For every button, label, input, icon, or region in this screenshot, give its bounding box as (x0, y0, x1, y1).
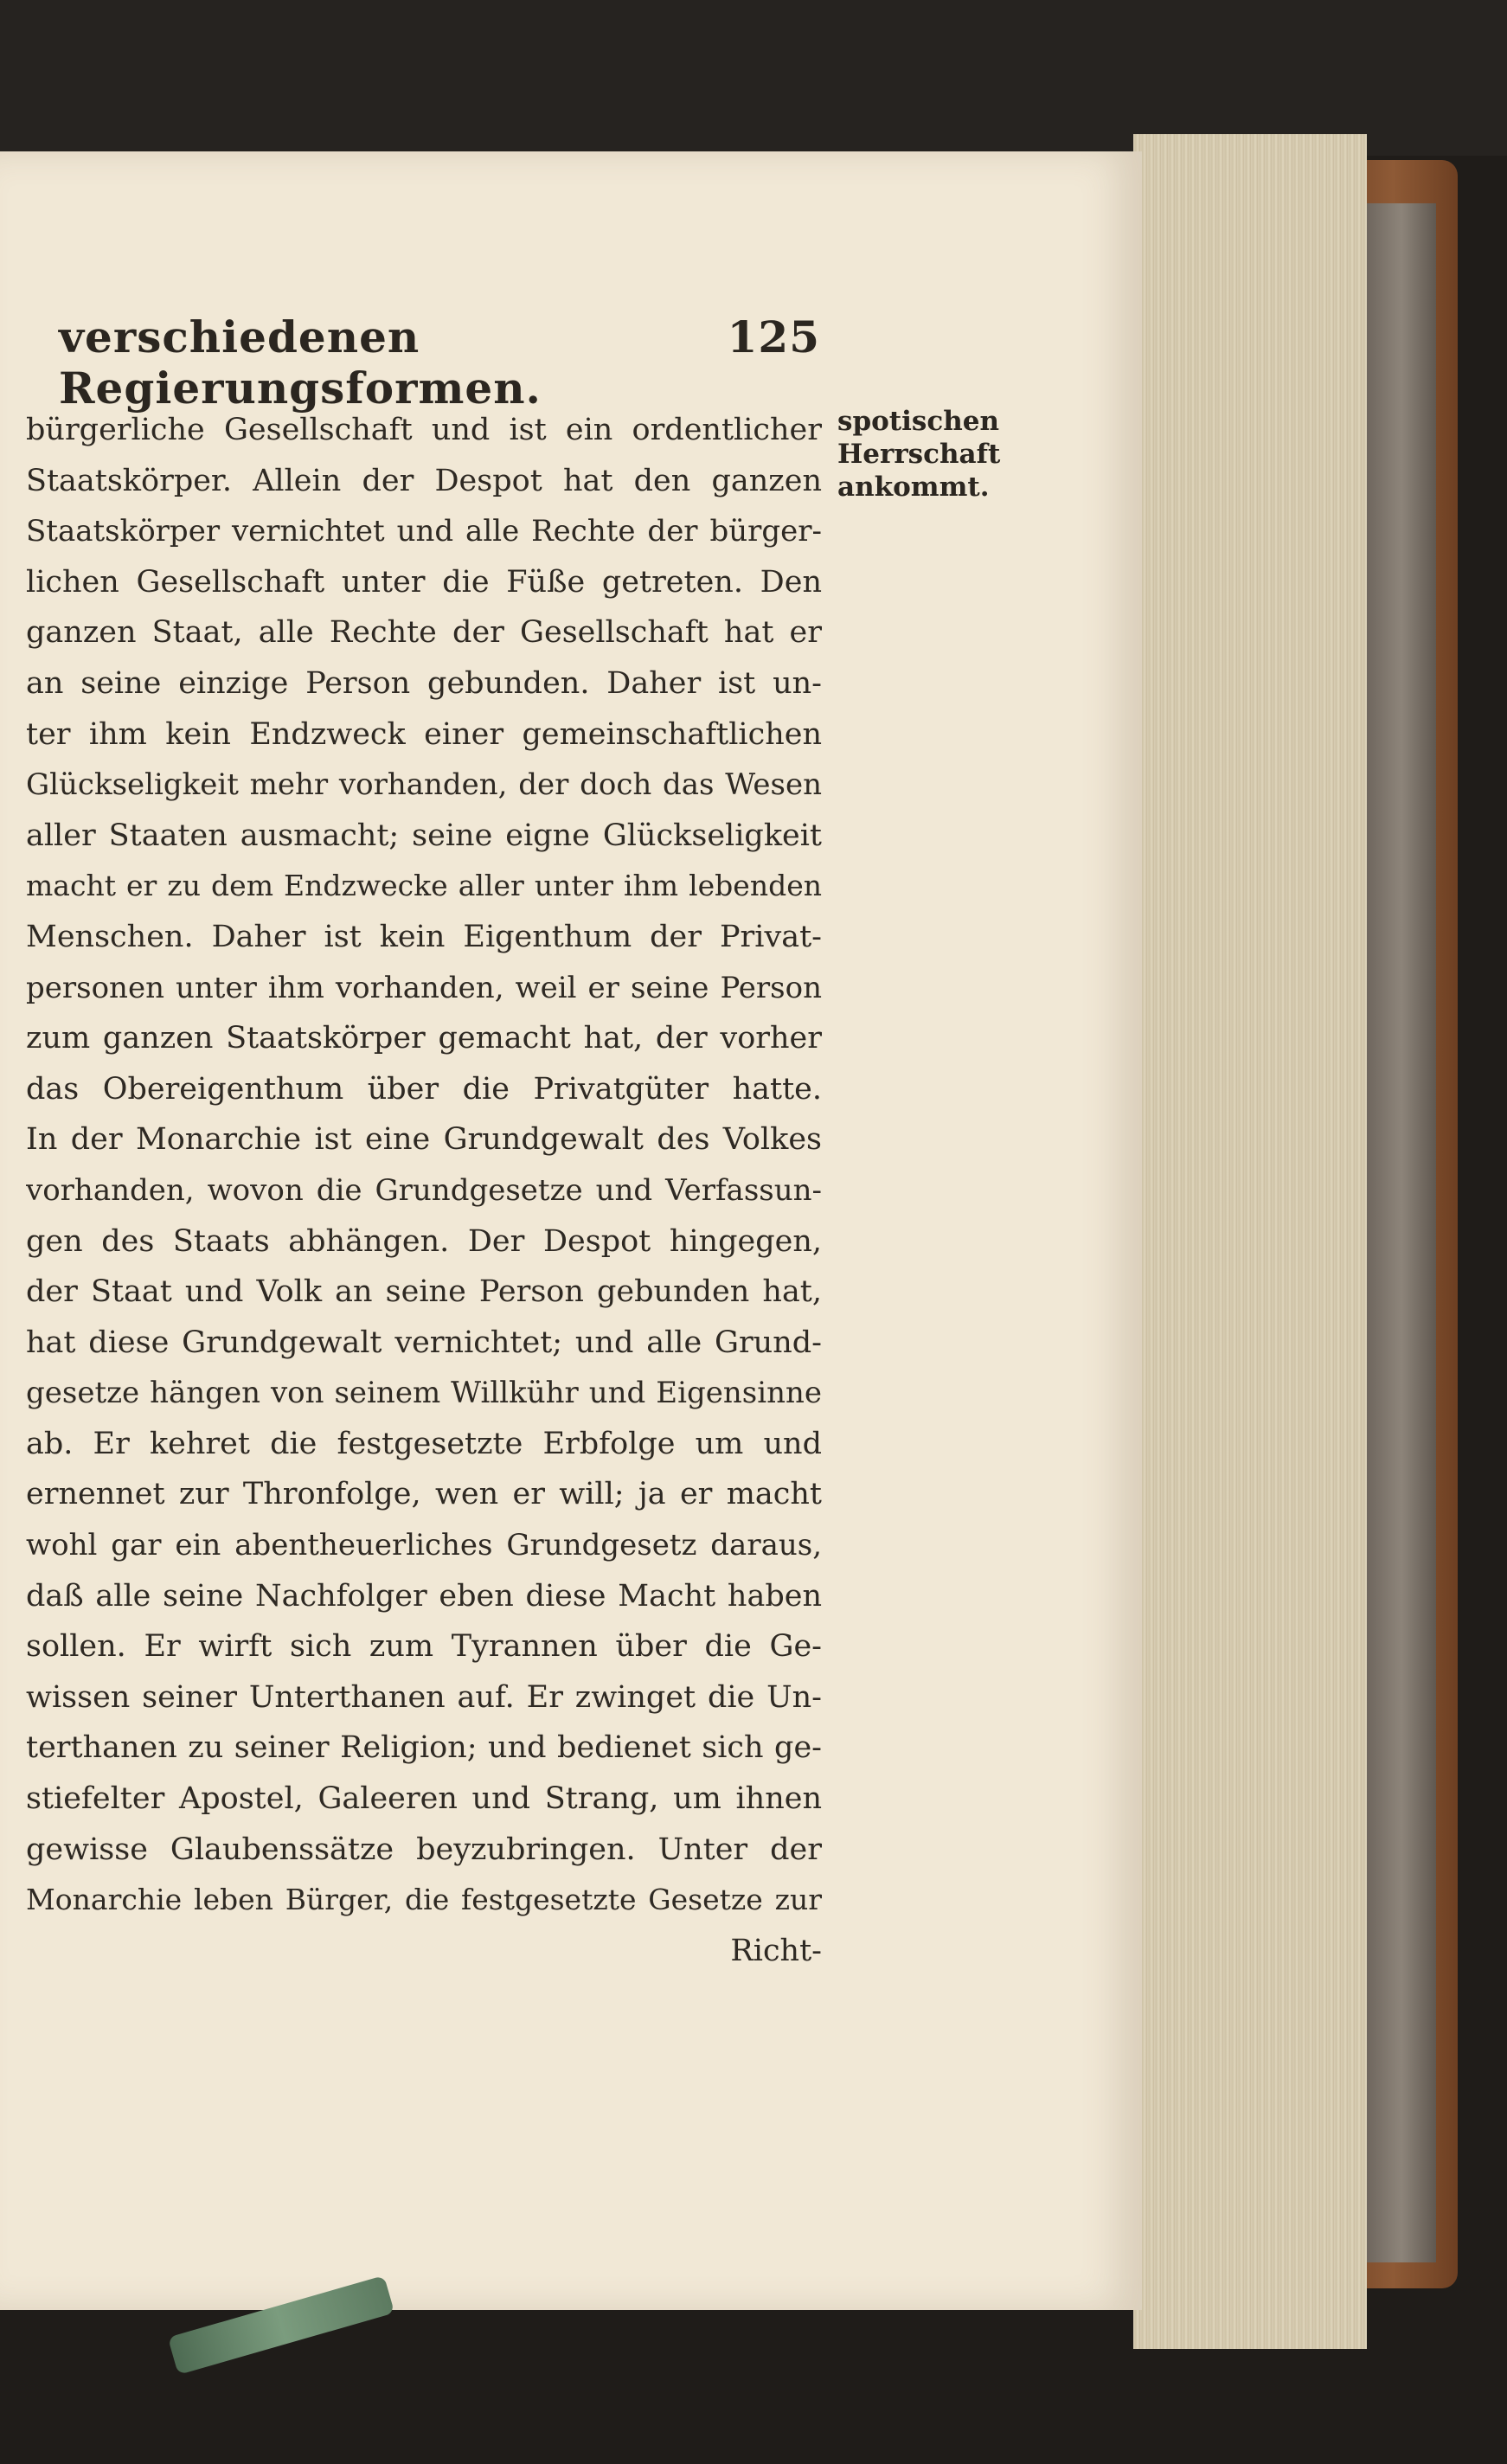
text-line: Staatskörper vernichtet und alle Rechte der bürger- (26, 514, 822, 549)
text-line: terthanen zu seiner Religion; und bedienet sich ge- (26, 1730, 822, 1766)
text-line: an seine einzige Person gebunden. Daher ist un- (26, 665, 822, 701)
text-line: das Obereigenthum über die Privatgüter hatte. (26, 1071, 822, 1107)
text-line: Staatskörper. Allein der Despot hat den ganzen (26, 463, 822, 498)
text-line: hat diese Grundgewalt vernichtet; und alle Grund- (26, 1325, 822, 1360)
text-line: lichen Gesellschaft unter die Füße getreten. Den (26, 564, 822, 600)
text-line: vorhanden, wovon die Grundgesetze und Verfassun- (26, 1172, 822, 1208)
text-line: aller Staaten ausmacht; seine eigne Glückseligkeit (26, 818, 822, 853)
running-head-title: verschiedenen Regierungsformen. (59, 311, 542, 414)
margin-note-line: spotischen (837, 406, 1000, 437)
text-line: ernennet zur Thronfolge, wen er will; ja er macht (26, 1477, 822, 1512)
text-line: daß alle seine Nachfolger eben diese Macht haben (26, 1578, 822, 1614)
running-head (59, 311, 820, 414)
margin-note-line: Herrschaft (837, 439, 1001, 470)
text-line: Glückseligkeit mehr vorhanden, der doch das Wesen (26, 767, 822, 803)
text-line: gen des Staats abhängen. Der Despot hingegen, (26, 1223, 822, 1259)
text-line: Menschen. Daher ist kein Eigenthum der Privat- (26, 919, 822, 954)
marbled-endpaper (1367, 203, 1436, 2262)
text-line: gesetze hängen von seinem Willkühr und Eigensinne (26, 1376, 822, 1411)
margin-note (837, 405, 1001, 504)
body-text (26, 405, 822, 1976)
margin-note-line: ankommt. (837, 472, 990, 503)
text-line: gewisse Glaubenssätze beyzubringen. Unter der (26, 1832, 822, 1867)
text-line: personen unter ihm vorhanden, weil er seine Person (26, 970, 822, 1005)
catchword: Richt- (730, 1933, 822, 1968)
text-line: macht er zu dem Endzwecke aller unter ihm lebenden (26, 869, 822, 903)
text-line: der Staat und Volk an seine Person gebunden hat, (26, 1274, 822, 1310)
text-line: ter ihm kein Endzweck einer gemeinschaftlichen (26, 716, 822, 752)
text-line: In der Monarchie ist eine Grundgewalt des Volkes (26, 1122, 822, 1158)
page-edges (1133, 134, 1367, 2349)
page-number: 125 (727, 311, 820, 363)
text-line: ganzen Staat, alle Rechte der Gesellschaft hat er (26, 615, 822, 651)
scanner-bed (0, 0, 1507, 156)
text-line: wissen seiner Unterthanen auf. Er zwinget die Un- (26, 1679, 822, 1715)
text-line: ab. Er kehret die festgesetzte Erbfolge um und (26, 1426, 822, 1461)
text-line: stiefelter Apostel, Galeeren und Strang, um ihnen (26, 1781, 822, 1817)
text-line: wohl gar ein abentheuerliches Grundgesetz daraus, (26, 1528, 822, 1563)
text-line: bürgerliche Gesellschaft und ist ein ordentlicher (26, 413, 822, 447)
text-line: Monarchie leben Bürger, die festgesetzte Gesetze zur (26, 1883, 822, 1917)
text-line: zum ganzen Staatskörper gemacht hat, der vorher (26, 1021, 822, 1056)
text-line: sollen. Er wirft sich zum Tyrannen über die Ge- (26, 1629, 822, 1665)
